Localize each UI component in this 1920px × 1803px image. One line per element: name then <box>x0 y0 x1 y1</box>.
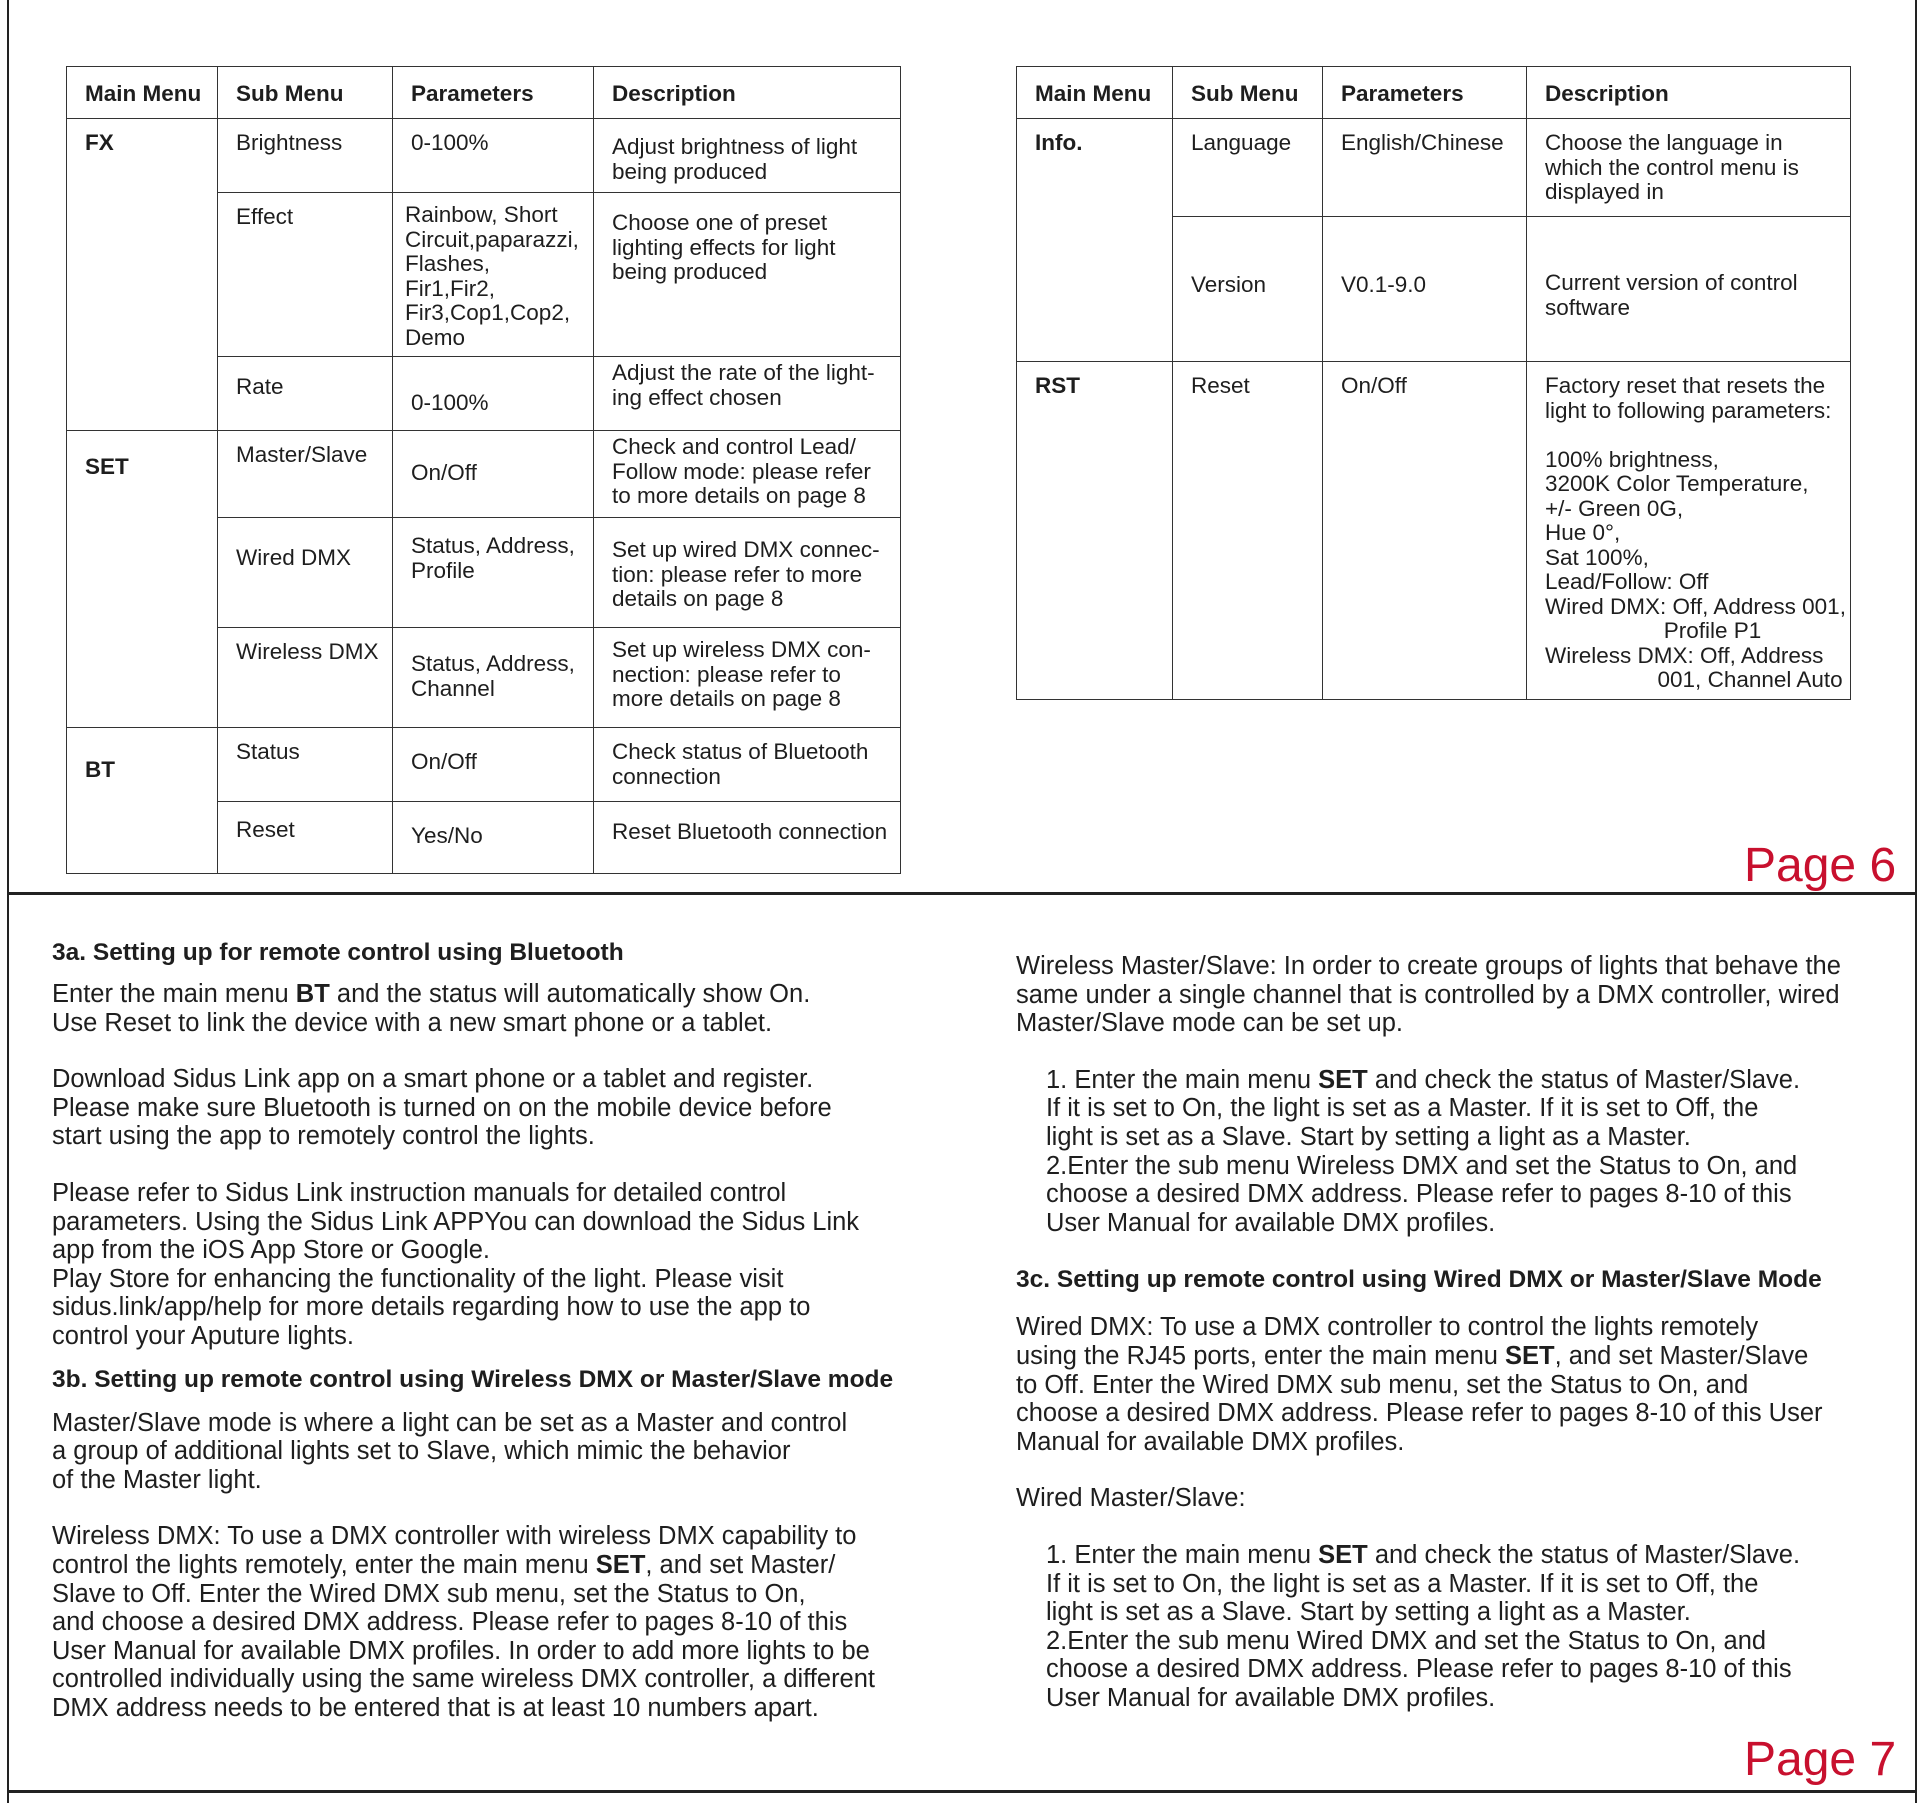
description-cell: Set up wireless DMX con- nection: please refer to more details on page 8 <box>594 628 901 728</box>
main-menu-fx: FX <box>67 119 218 431</box>
left-text-column <box>52 938 952 1750</box>
sub-menu-cell: Reset <box>1173 362 1323 700</box>
list-item <box>1016 1541 1906 1627</box>
list-item: 2.Enter the sub menu Wired DMX and set the Status to On, and choose a desired DMX address. Please refer to pages 8-10 of this User Manual for available DMX profiles. <box>1046 1626 1792 1712</box>
download-paragraph: Download Sidus Link app on a smart phone or a tablet and register. Please make sure Bluetooth is turned on on the mobile device before start using the app to remotely control the lights. <box>52 1065 832 1151</box>
list-item: 2.Enter the sub menu Wireless DMX and set the Status to On, and choose a desired DMX address. Please refer to pages 8-10 of this User Manual for available DMX profiles. <box>1046 1151 1798 1237</box>
wired-dmx-paragraph <box>1016 1313 1906 1456</box>
parameters-cell: Rainbow, Short Circuit,paparazzi, Flashes, Fir1,Fir2, Fir3,Cop1,Cop2, Demo <box>393 193 594 357</box>
table-row <box>1017 119 1851 217</box>
table-row <box>67 728 901 802</box>
parameters-cell: Status, Address, Channel <box>393 628 594 728</box>
page-divider <box>7 892 1917 895</box>
sub-menu-cell: Brightness <box>218 119 393 193</box>
bold-term: SET <box>1318 1540 1368 1569</box>
header-main-menu: Main Menu <box>67 67 218 119</box>
wired-steps-list <box>1016 1541 1906 1713</box>
header-description: Description <box>1527 67 1851 119</box>
description-cell: Check and control Lead/ Follow mode: please refer to more details on page 8 <box>594 431 901 518</box>
sub-menu-cell: Reset <box>218 802 393 874</box>
parameters-cell: English/Chinese <box>1323 119 1527 217</box>
text-span: , and set Master/ Slave to Off. Enter the Wired DMX sub menu, set the Status to On, and choose a desired DMX address. Please refer to pages 8-10 of this User Manual for available DMX profiles. In order to add more lights to be controlled individually using the same wireless DMX controller, a different DMX address needs to be entered that is at least 10 numbers apart. <box>52 1550 876 1722</box>
text-span: Wireless DMX: To use a DMX controller with wireless DMX capability to control the lights remotely, enter the main menu <box>52 1522 857 1579</box>
description-cell: Set up wired DMX connec- tion: please refer to more details on page 8 <box>594 518 901 628</box>
main-menu-bt: BT <box>67 728 218 874</box>
header-sub-menu: Sub Menu <box>218 67 393 119</box>
parameters-cell: 0-100% <box>393 357 594 431</box>
sub-menu-cell: Status <box>218 728 393 802</box>
bold-term: SET <box>1505 1341 1555 1370</box>
text-span: and the status will automatically show On. Use Reset to link the device with a new smart phone or a tablet. <box>52 980 811 1037</box>
sub-menu-cell: Effect <box>218 193 393 357</box>
wireless-steps-list <box>1016 1066 1906 1238</box>
text-span: 1. Enter the main menu <box>1046 1540 1319 1569</box>
text-span: and check the status of Master/Slave. If it is set to On, the light is set as a Master. If it is set to Off, the light is set as a Slave. Start by setting a light as a Master. <box>1046 1540 1801 1627</box>
table-header-row <box>1017 67 1851 119</box>
parameters-cell: On/Off <box>393 728 594 802</box>
main-menu-set: SET <box>67 431 218 728</box>
section-3b-heading: 3b. Setting up remote control using Wireless DMX or Master/Slave mode <box>52 1365 894 1393</box>
text-span: and check the status of Master/Slave. If it is set to On, the light is set as a Master. If it is set to Off, the light is set as a Slave. Start by setting a light as a Master. <box>1046 1065 1801 1151</box>
header-main-menu: Main Menu <box>1017 67 1173 119</box>
wireless-dmx-paragraph <box>52 1522 952 1722</box>
bold-term: SET <box>595 1550 646 1579</box>
table-header-row <box>67 67 901 119</box>
sub-menu-cell: Wireless DMX <box>218 628 393 728</box>
list-item <box>1016 1066 1906 1152</box>
header-parameters: Parameters <box>393 67 594 119</box>
header-parameters: Parameters <box>1323 67 1527 119</box>
text-span: , and set Master/Slave to Off. Enter the Wired DMX sub menu, set the Status to On, and choose a desired DMX address. Please refer to pages 8-10 of this User Manual for available DMX profiles. <box>1016 1341 1823 1456</box>
table-row <box>67 119 901 193</box>
bold-term: BT <box>295 980 330 1008</box>
description-cell: Choose one of preset lighting effects for light being produced <box>594 193 901 357</box>
header-sub-menu: Sub Menu <box>1173 67 1323 119</box>
wireless-master-slave-paragraph: Wireless Master/Slave: In order to create groups of lights that behave the same under a single channel that is controlled by a DMX controller, wired Master/Slave mode can be set up. <box>1016 952 1841 1038</box>
description-cell: Reset Bluetooth connection <box>594 802 901 874</box>
section-3a-heading: 3a. Setting up for remote control using Bluetooth <box>52 939 624 966</box>
main-menu-rst: RST <box>1017 362 1173 700</box>
page-number-6: Page 6 <box>1744 839 1897 892</box>
section-3c-heading: 3c. Setting up remote control using Wired DMX or Master/Slave Mode <box>1016 1266 1822 1294</box>
description-cell: Current version of control software <box>1527 217 1851 362</box>
parameters-cell: Yes/No <box>393 802 594 874</box>
bluetooth-paragraph <box>52 980 952 1037</box>
sub-menu-cell: Wired DMX <box>218 518 393 628</box>
description-cell: Factory reset that resets the light to following parameters: 100% brightness, 3200K Color Temperature, +/- Green 0G, Hue 0°, Sat 100%, Lead/Follow: Off Wired DMX: Off, Address 001, Profile P1 Wireless DMX: Off, Address 001, Channel Auto <box>1527 362 1851 700</box>
sub-menu-cell: Master/Slave <box>218 431 393 518</box>
parameters-cell: Status, Address, Profile <box>393 518 594 628</box>
text-span: Enter the main menu <box>52 980 296 1008</box>
text-span: 1. Enter the main menu <box>1046 1065 1319 1094</box>
description-cell: Adjust the rate of the light- ing effect chosen <box>594 357 901 431</box>
table-row <box>1017 362 1851 700</box>
text-span: Wired DMX: To use a DMX controller to control the lights remotely using the RJ45 ports, enter the main menu <box>1016 1313 1759 1370</box>
main-menu-info: Info. <box>1017 119 1173 362</box>
menu-table-left <box>66 66 901 874</box>
table-row <box>67 431 901 518</box>
menu-table-right <box>1016 66 1851 700</box>
parameters-cell: On/Off <box>1323 362 1527 700</box>
description-cell: Check status of Bluetooth connection <box>594 728 901 802</box>
right-text-column <box>1016 952 1906 1740</box>
sub-menu-cell: Language <box>1173 119 1323 217</box>
page-number-7: Page 7 <box>1744 1733 1897 1786</box>
parameters-cell: On/Off <box>393 431 594 518</box>
bottom-divider <box>7 1790 1917 1793</box>
right-border <box>1915 0 1917 1803</box>
parameters-cell: V0.1-9.0 <box>1323 217 1527 362</box>
bold-term: SET <box>1318 1065 1368 1094</box>
header-description: Description <box>594 67 901 119</box>
parameters-cell: 0-100% <box>393 119 594 193</box>
sub-menu-cell: Version <box>1173 217 1323 362</box>
master-slave-paragraph: Master/Slave mode is where a light can be set as a Master and control a group of additional lights set to Slave, which mimic the behavior of the Master light. <box>52 1408 848 1494</box>
left-border <box>7 0 9 1803</box>
description-cell: Choose the language in which the control menu is displayed in <box>1527 119 1851 217</box>
wired-master-slave-label: Wired Master/Slave: <box>1016 1484 1246 1513</box>
sub-menu-cell: Rate <box>218 357 393 431</box>
description-cell: Adjust brightness of light being produced <box>594 119 901 193</box>
sidus-link-paragraph: Please refer to Sidus Link instruction manuals for detailed control parameters. Using the Sidus Link APPYou can download the Sidus Link app from the iOS App Store or Google. Play Store for enhancing the functionality of the light. Please visit sidus.link/app/help for more details regarding how to use the app to control your Aputure lights. <box>52 1178 860 1350</box>
